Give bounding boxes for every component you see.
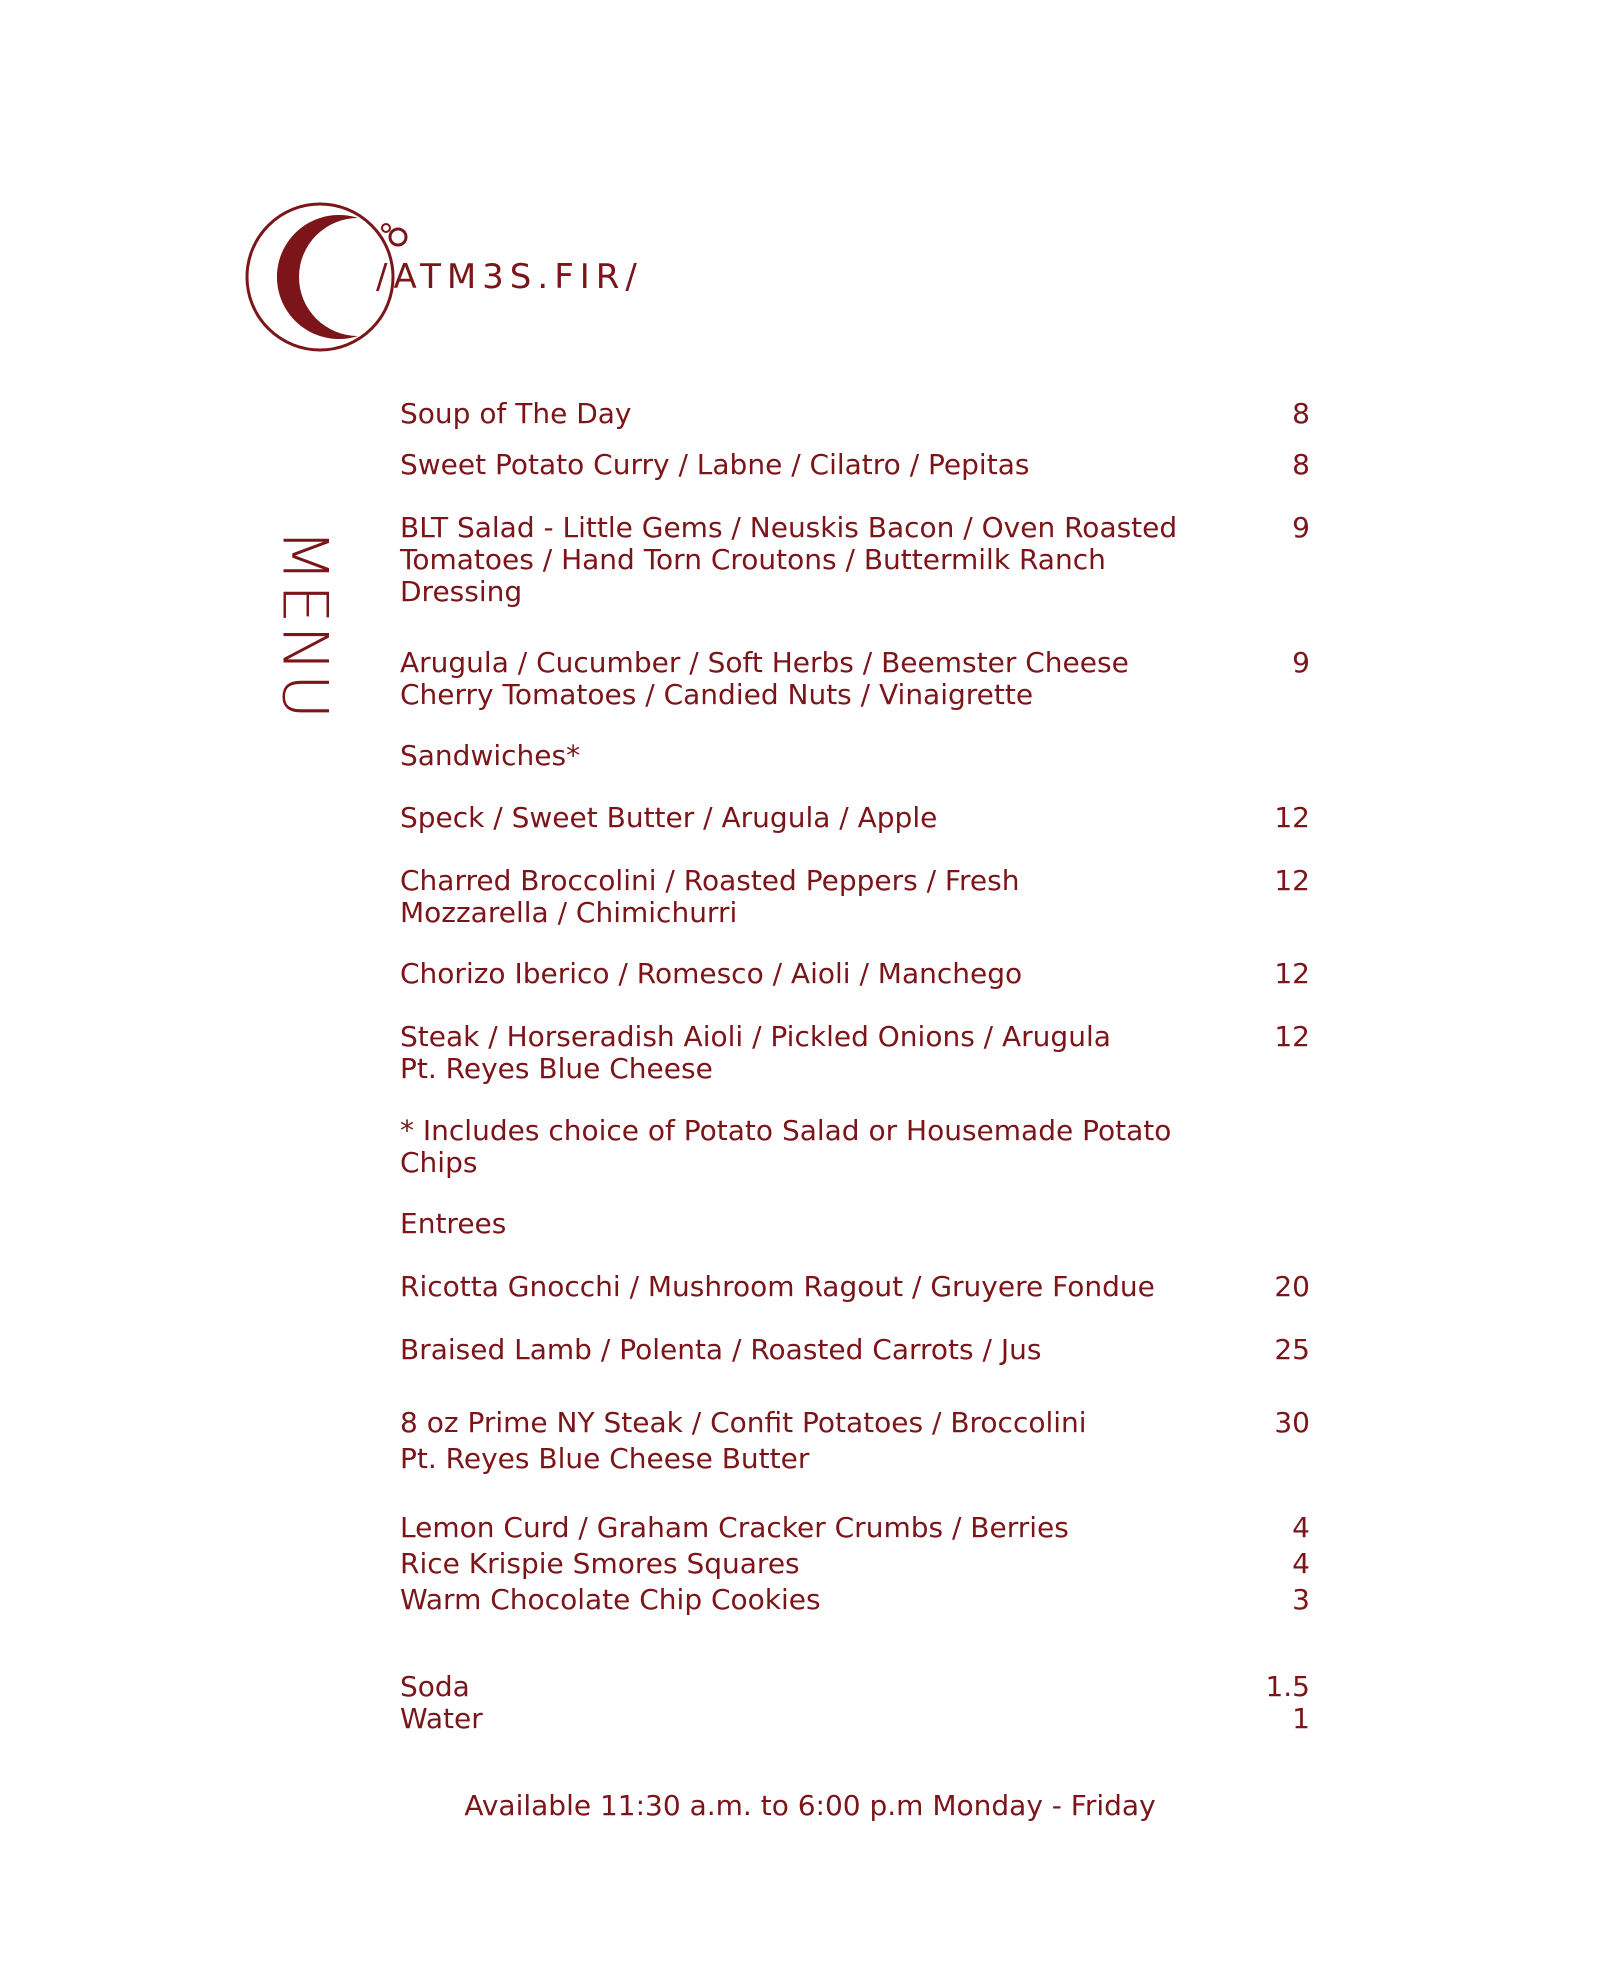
menu-item-price: 4 [1292, 1547, 1310, 1580]
menu-item [400, 958, 1310, 990]
menu-item [400, 1512, 1310, 1544]
menu-item-price: 4 [1292, 1511, 1310, 1544]
menu-item [400, 512, 1310, 608]
menu-item [400, 1584, 1310, 1616]
menu-item-price: 8 [1292, 397, 1310, 430]
menu-item [400, 802, 1310, 834]
menu-item-name: Soda [400, 1670, 470, 1703]
menu-item [400, 449, 1310, 481]
menu-item-price: 1 [1292, 1702, 1310, 1735]
menu-item-price: 1.5 [1265, 1670, 1310, 1703]
menu-item [400, 1548, 1310, 1580]
menu-item-name: Braised Lamb / Polenta / Roasted Carrots / Jus [400, 1333, 1042, 1366]
menu-item-name: Steak / Horseradish Aioli / Pickled Onions / Arugula Pt. Reyes Blue Cheese [400, 1020, 1111, 1085]
menu-item-price: 30 [1274, 1406, 1310, 1439]
side-menu-title: MENU [268, 528, 342, 722]
menu-item-name: Warm Chocolate Chip Cookies [400, 1583, 821, 1616]
menu-item-name: Charred Broccolini / Roasted Peppers / Fresh Mozzarella / Chimichurri [400, 864, 1020, 929]
logo-wordmark: /ATM3S.FIR/ [376, 257, 643, 297]
menu-item-name: 8 oz Prime NY Steak / Confit Potatoes / Broccolini Pt. Reyes Blue Cheese Butter [400, 1406, 1087, 1475]
restaurant-logo [238, 200, 643, 355]
menu-item-price: 9 [1292, 646, 1310, 679]
menu-item [400, 398, 1310, 430]
sandwich-note: * Includes choice of Potato Salad or Housemade Potato Chips [400, 1114, 1172, 1179]
menu-item-name: Speck / Sweet Butter / Arugula / Apple [400, 801, 938, 834]
menu-item-name: Lemon Curd / Graham Cracker Crumbs / Berries [400, 1511, 1069, 1544]
menu-item [400, 647, 1310, 711]
menu-item-name: BLT Salad - Little Gems / Neuskis Bacon / Oven Roasted Tomatoes / Hand Torn Croutons / Buttermilk Ranch Dressing [400, 511, 1178, 608]
menu-item-name: Water [400, 1702, 483, 1735]
menu-item-price: 20 [1274, 1270, 1310, 1303]
menu-item [400, 1405, 1310, 1477]
menu-item-price: 12 [1274, 801, 1310, 834]
menu-item [400, 1021, 1310, 1085]
menu-item [400, 1671, 1310, 1703]
menu-item-name: Chorizo Iberico / Romesco / Aioli / Manchego [400, 957, 1023, 990]
menu-item-name: Sweet Potato Curry / Labne / Cilatro / Pepitas [400, 448, 1030, 481]
menu-item-price: 25 [1274, 1333, 1310, 1366]
availability-footer: Available 11:30 a.m. to 6:00 p.m Monday - Friday [464, 1789, 1156, 1822]
section-heading-sandwiches: Sandwiches* [400, 739, 581, 772]
menu-item-name: Rice Krispie Smores Squares [400, 1547, 800, 1580]
menu-item-name: Arugula / Cucumber / Soft Herbs / Beemster Cheese Cherry Tomatoes / Candied Nuts / Vinaigrette [400, 646, 1129, 711]
menu-item-name: Soup of The Day [400, 397, 632, 430]
menu-item-price: 12 [1274, 1020, 1310, 1053]
menu-item-price: 3 [1292, 1583, 1310, 1616]
menu-item-price: 9 [1292, 511, 1310, 544]
menu-item-price: 8 [1292, 448, 1310, 481]
menu-item-price: 12 [1274, 957, 1310, 990]
menu-item [400, 1334, 1310, 1366]
section-heading-entrees: Entrees [400, 1207, 507, 1240]
menu-item [400, 865, 1310, 929]
menu-item-price: 12 [1274, 864, 1310, 897]
menu-item-name: Ricotta Gnocchi / Mushroom Ragout / Gruyere Fondue [400, 1270, 1155, 1303]
menu-item [400, 1703, 1310, 1735]
menu-item [400, 1271, 1310, 1303]
